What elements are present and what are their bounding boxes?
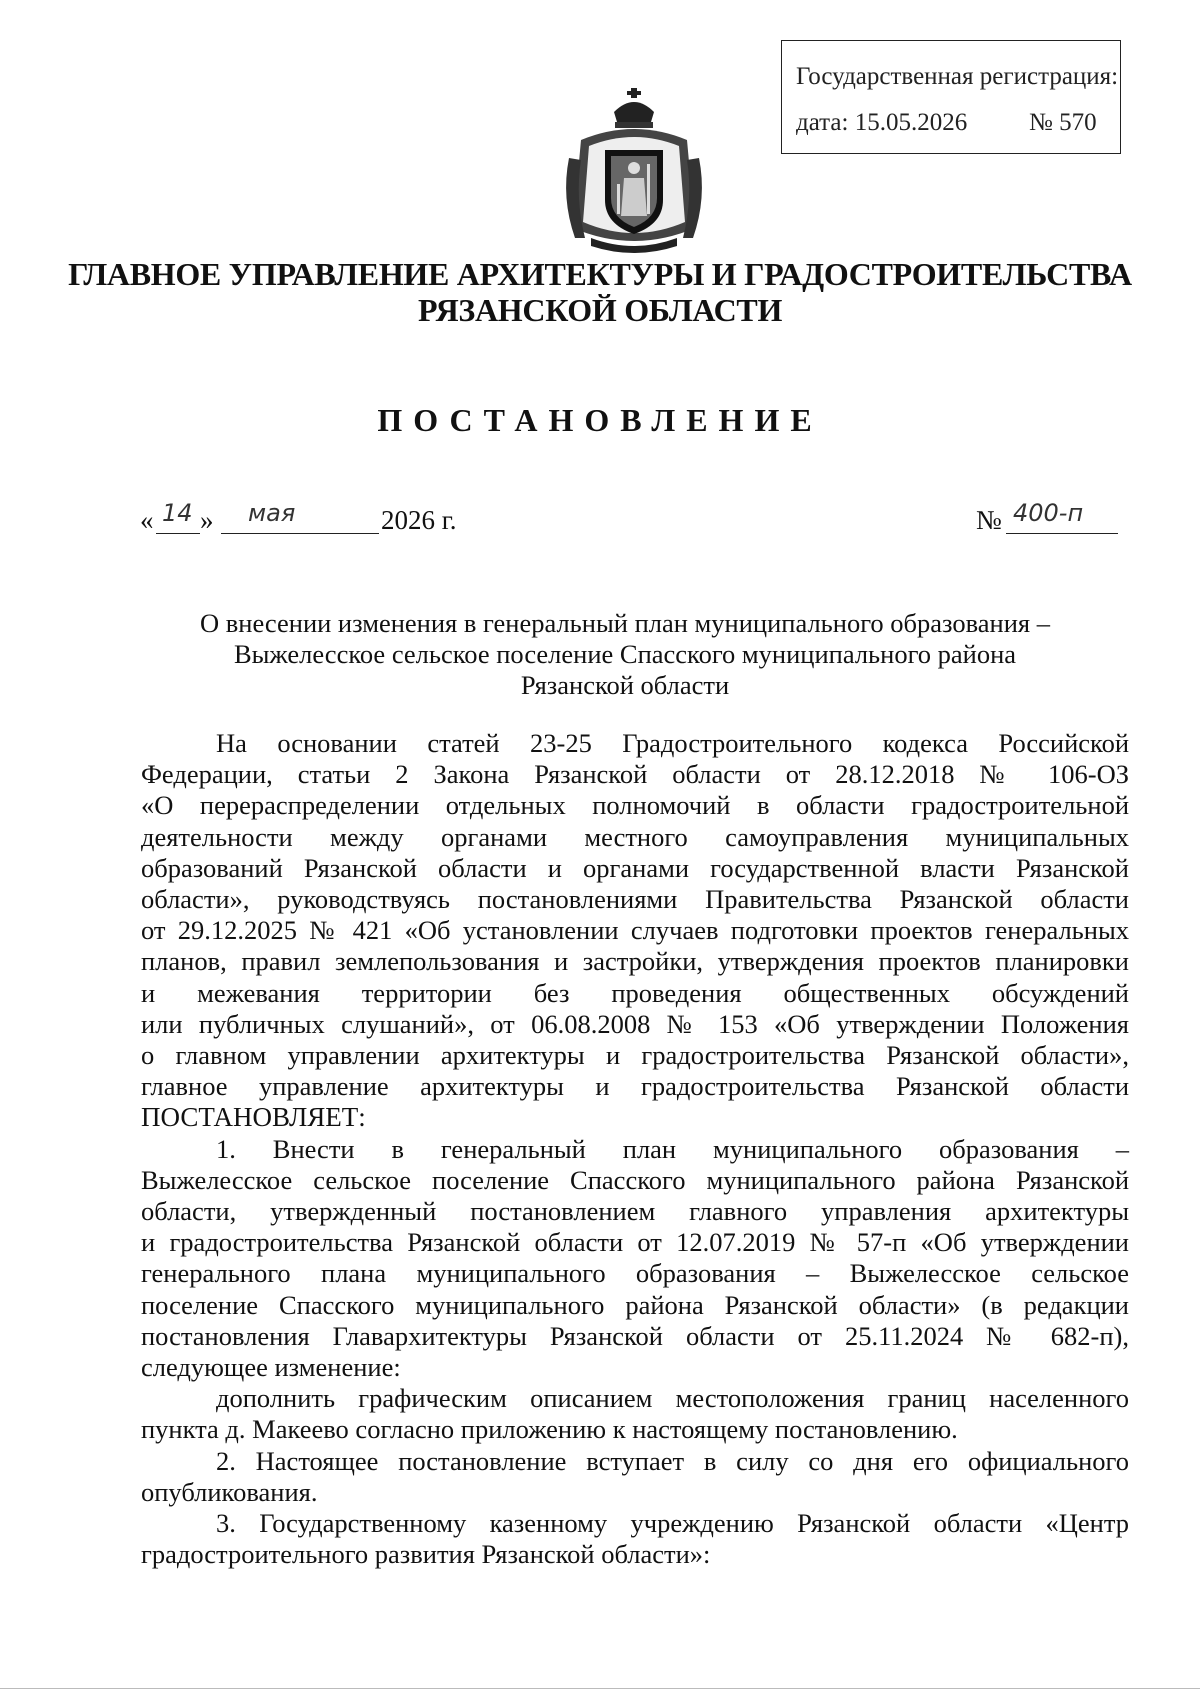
organization-name-line1: ГЛАВНОЕ УПРАВЛЕНИЕ АРХИТЕКТУРЫ И ГРАДОСТРОИТЕЛЬСТВА: [68, 256, 1132, 292]
body-line: поселение Спасского муниципального района Рязанской области» (в редакции: [141, 1289, 1129, 1320]
body-line: планов, правил землепользования и застройки, утверждения проектов планировки: [141, 946, 1129, 977]
date-open-quote: «: [140, 505, 154, 535]
body-line: На основании статей 23-25 Градостроительного кодекса Российской: [216, 728, 1129, 758]
date-year: 2026 г.: [381, 505, 457, 535]
body-line: пункта д. Макеево согласно приложению к настоящему постановлению.: [141, 1414, 958, 1445]
body-line: образований Рязанской области и органами государственной власти Рязанской: [141, 852, 1129, 883]
body-line: и межевания территории без проведения общественных обсуждений: [141, 977, 1129, 1008]
date-number-line: [0, 499, 1200, 545]
day-underline: [156, 533, 200, 534]
subject-line: Выжелесское сельское поселение Спасского муниципального района: [233, 639, 1017, 669]
body-line: главное управление архитектуры и градостроительства Рязанской области: [141, 1071, 1129, 1102]
month-underline: [221, 533, 379, 534]
page-bottom-edge: [0, 1688, 1200, 1689]
body-line: градостроительного развития Рязанской области»:: [141, 1539, 711, 1570]
body-line: Федерации, статьи 2 Закона Рязанской области от 28.12.2018 № 106-ОЗ: [141, 759, 1129, 790]
registration-title: Государственная регистрация:: [796, 63, 1119, 90]
document-body: [141, 728, 1129, 1570]
body-line: о главном управлении архитектуры и градостроительства Рязанской области»,: [141, 1040, 1129, 1071]
body-line: дополнить графическим описанием местоположения границ населенного: [216, 1383, 1129, 1414]
body-line: деятельности между органами местного самоуправления муниципальных: [141, 821, 1129, 852]
item-1-line: 1. Внести в генеральный план муниципального образования –: [216, 1133, 1129, 1164]
subject-line: Рязанской области: [520, 670, 730, 700]
subject-line: О внесении изменения в генеральный план муниципального образования –: [200, 608, 1050, 638]
registration-number: № 570: [1029, 109, 1097, 136]
body-line: опубликования.: [141, 1476, 318, 1507]
number-underline: [1006, 533, 1118, 534]
ryazan-coat-of-arms-icon: [561, 88, 707, 254]
date-month: мая: [248, 499, 296, 527]
document-number: 400-п: [1013, 499, 1084, 527]
body-line: «О перераспределении отдельных полномочий в области градостроительной: [141, 790, 1129, 821]
item-2-line: 2. Настоящее постановление вступает в силу со дня его официального: [216, 1445, 1129, 1476]
body-line: от 29.12.2025 № 421 «Об установлении случаев подготовки проектов генеральных: [141, 915, 1129, 946]
document-subject: [150, 608, 1100, 701]
body-line: области, утвержденный постановлением главного управления архитектуры: [141, 1196, 1129, 1227]
body-line: или публичных слушаний», от 06.08.2008 № 153 «Об утверждении Положения: [141, 1008, 1129, 1039]
body-line: Выжелесское сельское поселение Спасского муниципального района Рязанской: [141, 1164, 1129, 1195]
organization-name-line2: РЯЗАНСКОЙ ОБЛАСТИ: [417, 292, 783, 328]
date-day: 14: [162, 499, 193, 527]
resolution-keyword: ПОСТАНОВЛЯЕТ:: [141, 1102, 366, 1133]
body-line: постановления Главархитектуры Рязанской области от 25.11.2024 № 682-п),: [141, 1320, 1129, 1351]
registration-stamp: [781, 40, 1121, 154]
body-line: следующее изменение:: [141, 1352, 401, 1383]
body-line: области», руководствуясь постановлениями Правительства Рязанской области: [141, 884, 1129, 915]
document-type-title: ПОСТАНОВЛЕНИЕ: [377, 402, 823, 438]
registration-date: дата: 15.05.2026: [796, 109, 968, 136]
body-line: генерального плана муниципального образования – Выжелесское сельское: [141, 1258, 1129, 1289]
body-line: и градостроительства Рязанской области от 12.07.2019 № 57-п «Об утверждении: [141, 1227, 1129, 1258]
document-number-sign: №: [976, 505, 1002, 535]
item-3-line: 3. Государственному казенному учреждению Рязанской области «Центр: [216, 1508, 1129, 1539]
date-close-quote: »: [200, 505, 214, 535]
